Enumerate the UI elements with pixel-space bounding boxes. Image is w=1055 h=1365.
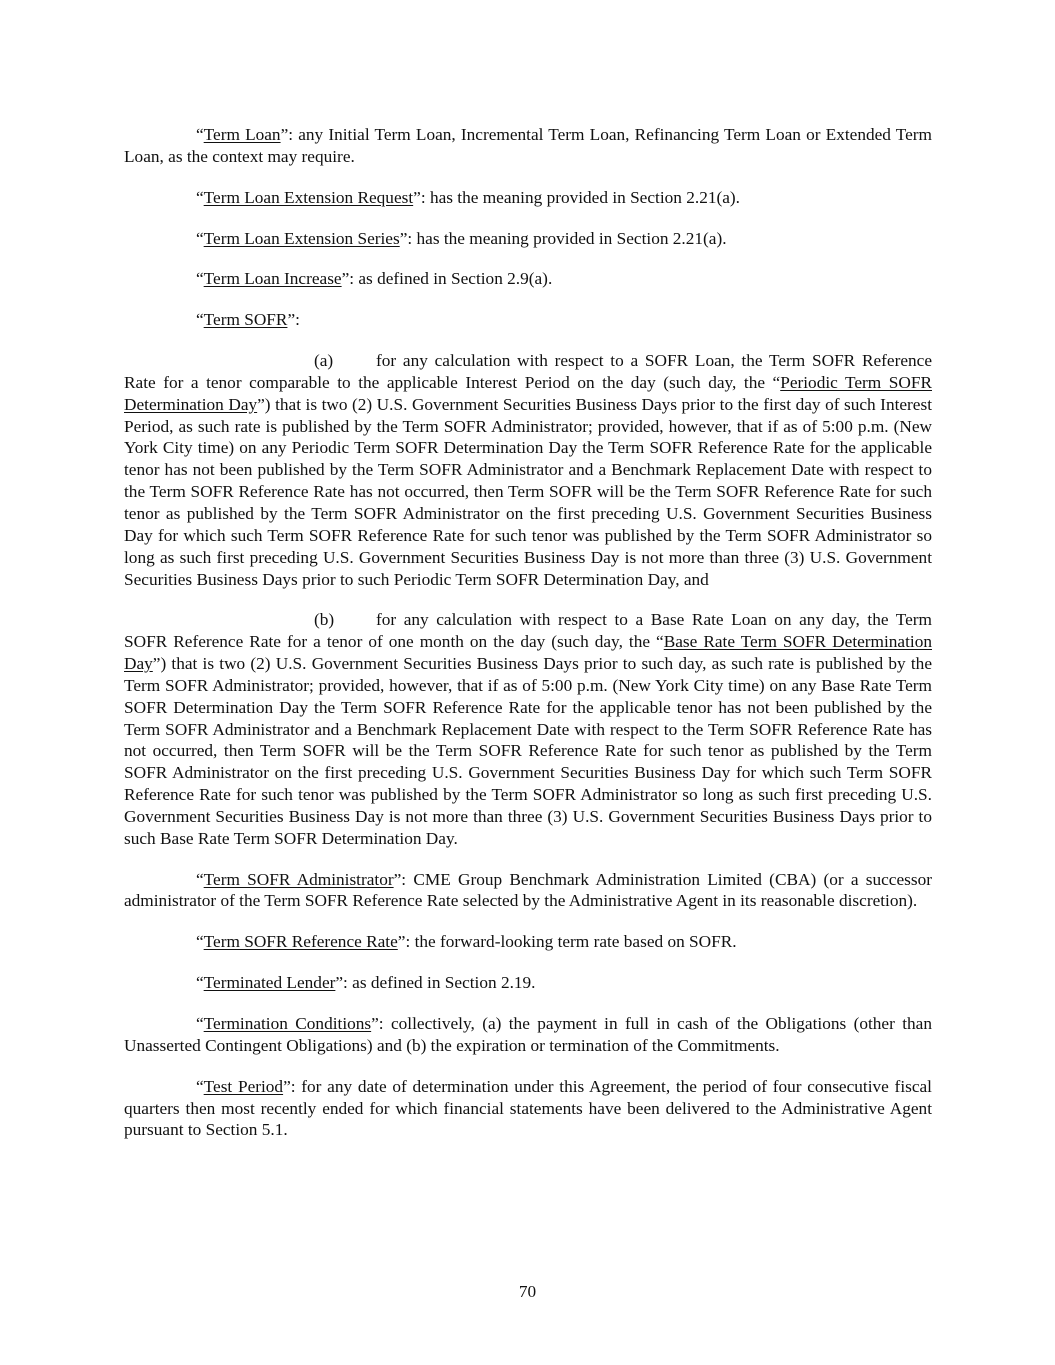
defined-term: Term SOFR: [203, 310, 288, 330]
definition-text: ”: as defined in Section 2.9(a).: [341, 269, 553, 289]
defined-term: Term Loan Extension Series: [203, 228, 400, 248]
defined-term: Termination Conditions: [203, 1014, 372, 1033]
defined-term: Term Loan Extension Request: [203, 187, 414, 207]
page-number: 70: [518, 1282, 537, 1301]
definition-term-loan-extension-series: “Term Loan Extension Series”: has the meaning provided in Section 2.21(a).: [196, 228, 727, 248]
definition-text: ”: as defined in Section 2.19.: [335, 973, 536, 993]
definition-text: ”: has the meaning provided in Section 2.21(a).: [413, 187, 740, 207]
defined-term: Term Loan: [203, 125, 281, 144]
definition-text: ”: any Initial Term Loan, Incremental Term Loan, Refinancing Term Loan or Extended Term Loan, as the context may require.: [124, 125, 932, 166]
definition-term-loan: “Term Loan”: any Initial Term Loan, Incremental Term Loan, Refinancing Term Loan or Extended Term Loan, as the context may require.: [124, 125, 932, 166]
definition-text: ”: CME Group Benchmark Administration Limited (CBA) (or a successor administrator of the Term SOFR Reference Rate selected by the Administrative Agent in its reasonable discretion).: [124, 869, 932, 911]
clause-text: for any calculation with respect to a SOFR Loan, the Term SOFR Reference Rate for a tenor comparable to the applicable Interest Period on the day (such day, the “: [124, 351, 932, 392]
clause-label: (a): [314, 351, 334, 371]
defined-term: Test Period: [203, 1076, 284, 1096]
definition-text: ”: the forward-looking term rate based on SOFR.: [397, 932, 737, 952]
definition-term-loan-extension-request: “Term Loan Extension Request”: has the meaning provided in Section 2.21(a).: [196, 187, 740, 207]
definition-term-sofr-reference-rate: “Term SOFR Reference Rate”: the forward-looking term rate based on SOFR.: [196, 932, 737, 952]
defined-term: Term Loan Increase: [203, 269, 342, 289]
defined-term: Base Rate Term SOFR Determination Day: [124, 632, 932, 674]
term-sofr-clause-a: [124, 350, 932, 590]
definition-term-loan-increase: “Term Loan Increase”: as defined in Section 2.9(a).: [196, 269, 553, 289]
defined-term: Term SOFR Administrator: [203, 869, 394, 889]
clause-text: ”) that is two (2) U.S. Government Securities Business Days prior to the first day of such Interest Period, as such rate is published by the Term SOFR Administrator; provided, however, that if as of 5:00 p.m. (New York City time) on any Periodic Term SOFR Determination Day the Term SOFR Reference Rate for the applicable tenor has not been published by the Term SOFR Administrator and a Benchmark Replacement Date with respect to the Term SOFR Reference Rate has not occurred, then Term SOFR will be the Term SOFR Reference Rate for such tenor as published by the Term SOFR Administrator on the first preceding U.S. Government Securities Business Day for which such Term SOFR Reference Rate for such tenor was published by the Term SOFR Administrator so long as such first preceding U.S. Government Securities Business Day is not more than three (3) U.S. Government Securities Business Days prior to such Periodic Term SOFR Determination Day, and: [124, 394, 933, 589]
definition-text: ”:: [287, 310, 300, 330]
term-sofr-clause-b: [124, 609, 932, 849]
clause-text: ”) that is two (2) U.S. Government Securities Business Days prior to such day, as such rate is published by the Term SOFR Administrator; provided, however, that if as of 5:00 p.m. (New York City time) on any Base Rate Term SOFR Determination Day the Term SOFR Reference Rate for the applicable tenor has not been published by the Term SOFR Administrator and a Benchmark Replacement Date with respect to the Term SOFR Reference Rate has not occurred, then Term SOFR will be the Term SOFR Reference Rate for such tenor as published by the Term SOFR Administrator on the first preceding U.S. Government Securities Business Day for which such Term SOFR Reference Rate for such tenor was published by the Term SOFR Administrator so long as such first preceding U.S. Government Securities Business Day is not more than three (3) U.S. Government Securities Business Days prior to such Base Rate Term SOFR Determination Day.: [124, 654, 932, 848]
definition-terminated-lender: “Terminated Lender”: as defined in Section 2.19.: [196, 973, 536, 993]
definition-term-sofr-administrator: “Term SOFR Administrator”: CME Group Benchmark Administration Limited (CBA) (or a successor administrator of the Term SOFR Reference Rate selected by the Administrative Agent in its reasonable discretion).: [124, 869, 932, 911]
definition-text: ”: has the meaning provided in Section 2.21(a).: [399, 228, 727, 248]
definition-term-sofr: “Term SOFR”:: [196, 310, 300, 330]
page-body: [124, 124, 932, 1160]
clause-text: for any calculation with respect to a Base Rate Loan on any day, the Term SOFR Reference Rate for a tenor of one month on the day (such day, the “: [124, 610, 932, 652]
clause-label: (b): [314, 610, 335, 630]
defined-term: Term SOFR Reference Rate: [203, 932, 398, 952]
defined-term: Terminated Lender: [203, 973, 336, 993]
definition-test-period: “Test Period”: for any date of determination under this Agreement, the period of four consecutive fiscal quarters then most recently ended for which financial statements have been delivered to the Administrative Agent pursuant to Section 5.1.: [124, 1076, 932, 1140]
definition-text: ”: collectively, (a) the payment in full in cash of the Obligations (other than Unasserted Contingent Obligations) and (b) the expiration or termination of the Commitments.: [124, 1014, 932, 1055]
defined-term: Periodic Term SOFR Determination Day: [124, 372, 932, 414]
definition-termination-conditions: “Termination Conditions”: collectively, (a) the payment in full in cash of the Obligations (other than Unasserted Contingent Obligations) and (b) the expiration or termination of the Commitments.: [124, 1014, 932, 1055]
definition-text: ”: for any date of determination under this Agreement, the period of four consecutive fiscal quarters then most recently ended for which financial statements have been delivered to the Administrative Agent pursuant to Section 5.1.: [124, 1076, 932, 1140]
